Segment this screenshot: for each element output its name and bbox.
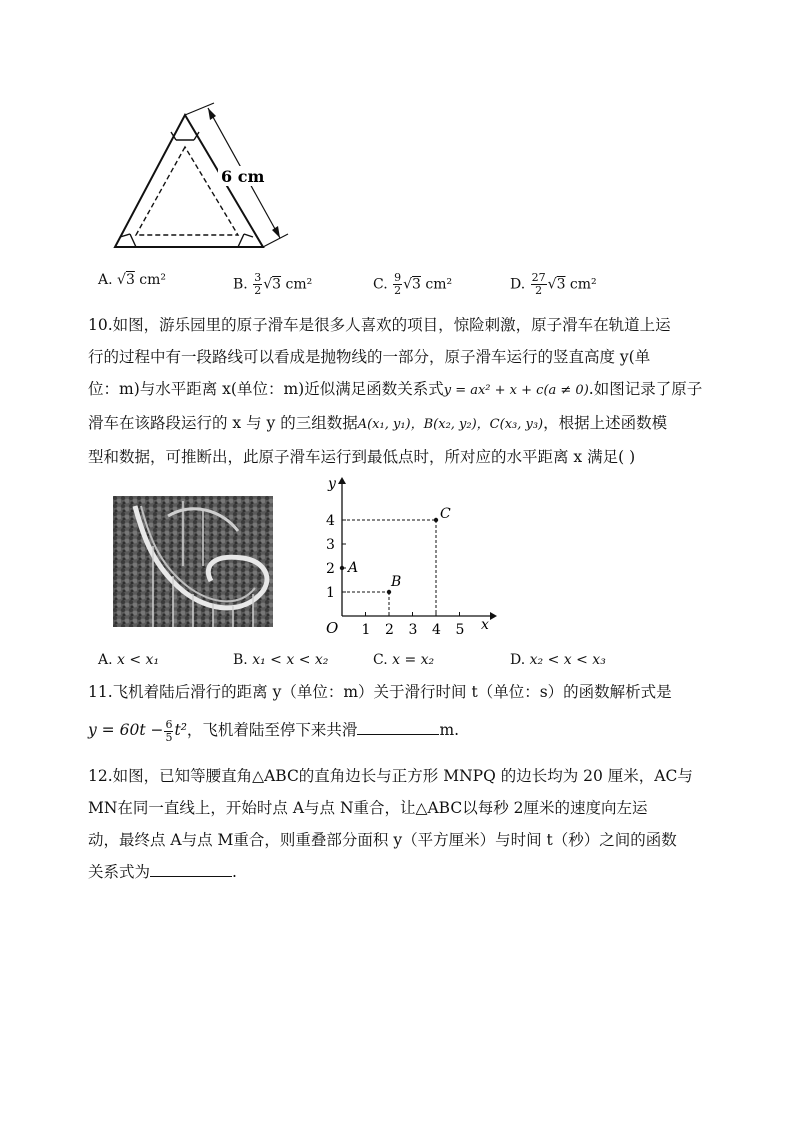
q10-line: 滑车在该路段运行的 x 与 y 的三组数据A(x₁, y₁)，B(x₂, y₂)，C(x₃, y₃)，根据上述函数模 <box>88 414 668 432</box>
q11-line: y = 60t − $\frac{6}{5}$ t²，飞机着陆至停下来共滑 m. <box>88 717 460 744</box>
data-point-c <box>434 518 438 522</box>
question-10 <box>88 309 708 473</box>
y-tick-label: 2 <box>326 561 335 577</box>
question-12 <box>88 760 708 888</box>
y-tick-label: 1 <box>326 585 335 601</box>
q9-choice-d[interactable]: D. $\frac{27}{2}$ √3 cm² <box>510 271 597 297</box>
q10-choice-c[interactable]: C. x = x₂ <box>373 652 435 668</box>
data-point-b <box>387 590 391 594</box>
dimension-label: 6 cm <box>221 167 265 186</box>
y-axis-label: y <box>328 476 336 492</box>
q10-line: 位：m)与水平距离 x(单位：m)近似满足函数关系式y = ax² + x + c(a ≠ 0).如图记录了原子 <box>88 380 703 398</box>
q9-choices <box>98 272 718 296</box>
q10-line: 型和数据，可推断出，此原子滑车运行到最低点时，所对应的水平距离 x 满足( ) <box>88 448 636 466</box>
point-label-a: A <box>348 560 359 576</box>
q12-line: MN在同一直线上，开始时点 A与点 N重合，让△ABC以每秒 2厘米的速度向左运 <box>88 799 648 817</box>
y-tick-label: 3 <box>326 537 335 553</box>
data-point-a <box>340 566 344 570</box>
inner-triangle <box>136 147 238 235</box>
x-axis-arrow <box>490 612 497 620</box>
q11-line: 11.飞机着陆后滑行的距离 y（单位：m）关于滑行时间 t（单位：s）的函数解析式是 <box>88 683 672 701</box>
origin-label: O <box>326 619 339 637</box>
q10-choices <box>98 652 718 676</box>
q9-choice-a[interactable]: A. √3 cm² <box>98 272 167 288</box>
point-label-b: B <box>391 574 402 590</box>
x-axis-label: x <box>481 617 489 633</box>
x-tick-label: 1 <box>361 622 371 638</box>
q10-choice-a[interactable]: A. x < x₁ <box>98 652 160 668</box>
q12-answer-blank[interactable] <box>150 860 232 877</box>
q11-answer-blank[interactable] <box>357 718 439 735</box>
q12-line: 动，最终点 A与点 M重合，则重叠部分面积 y（平方厘米）与时间 t（秒）之间的函数 <box>88 831 677 849</box>
prism-figure <box>108 100 298 252</box>
q9-choice-b[interactable]: B. $\frac{3}{2}$ √3 cm² <box>233 271 313 297</box>
x-tick-label: 5 <box>455 622 465 638</box>
q9-choice-c[interactable]: C. $\frac{9}{2}$ √3 cm² <box>373 271 453 297</box>
roller-coaster-photo <box>113 496 273 627</box>
q10-choice-d[interactable]: D. x₂ < x < x₃ <box>510 652 606 668</box>
question-11 <box>88 676 708 746</box>
q10-choice-b[interactable]: B. x₁ < x < x₂ <box>233 652 329 668</box>
q12-line: 关系式为 . <box>88 856 708 888</box>
x-tick-label: 3 <box>408 622 418 638</box>
x-tick-label: 4 <box>432 622 441 638</box>
q10-coordinate-graph <box>318 476 498 638</box>
y-axis-arrow <box>338 477 346 484</box>
q10-line: 行的过程中有一段路线可以看成是抛物线的一部分，原子滑车运行的竖直高度 y(单 <box>88 348 651 366</box>
q12-line: 12.如图，已知等腰直角△ABC的直角边长与正方形 MNPQ 的边长均为 20 厘米，AC与 <box>88 767 693 785</box>
y-tick-label: 4 <box>326 513 335 529</box>
x-tick-label: 2 <box>385 622 394 638</box>
q10-line: 10.如图，游乐园里的原子滑车是很多人喜欢的项目，惊险刺激，原子滑车在轨道上运 <box>88 316 671 334</box>
point-label-c: C <box>440 506 451 522</box>
